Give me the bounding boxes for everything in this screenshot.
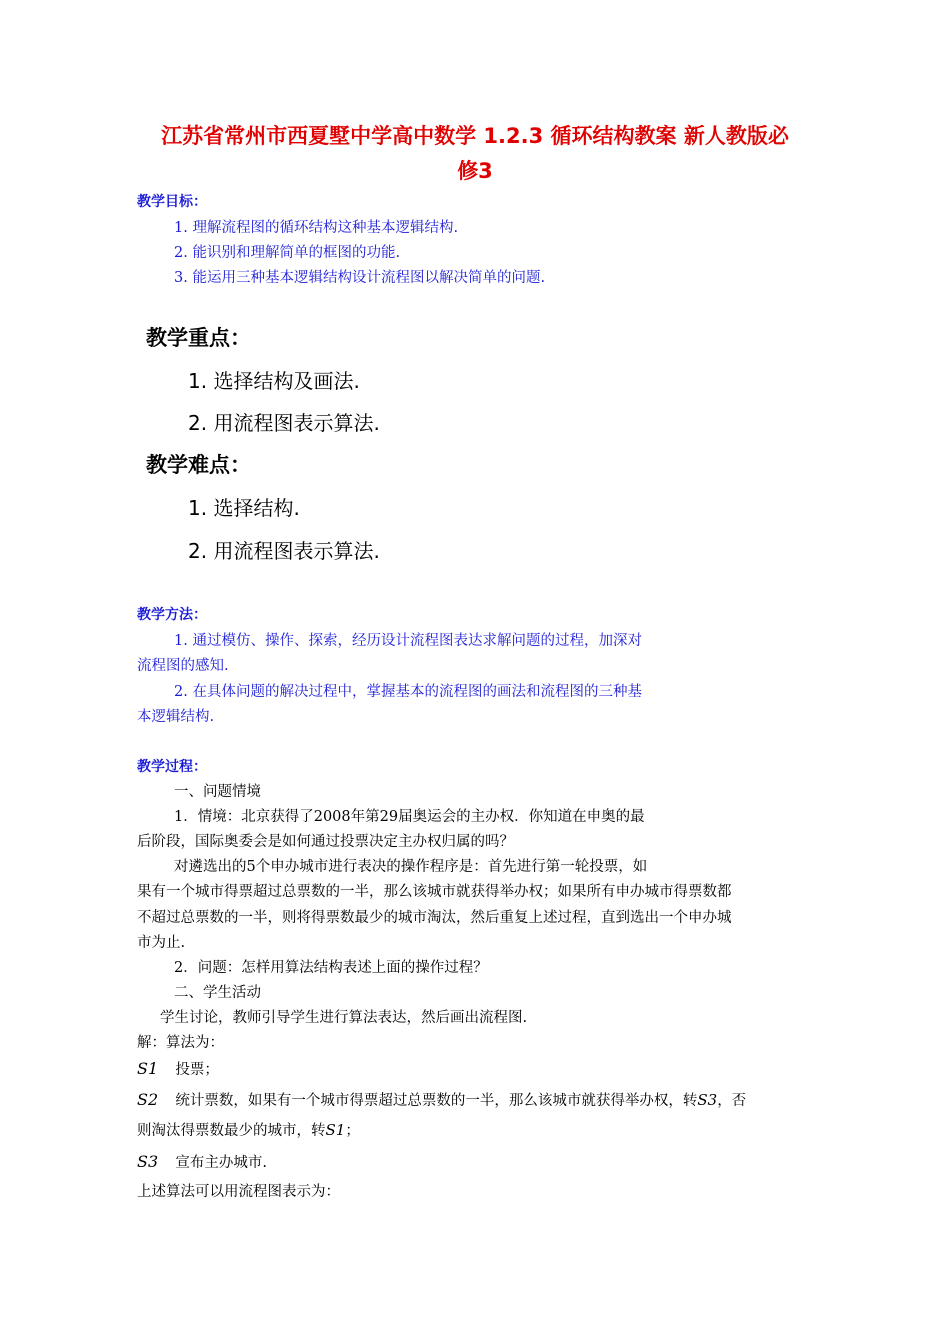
paragraph-line: 不超过总票数的一半，则将得票数最少的城市淘汰，然后重复上述过程，直到选出一个申办城 bbox=[137, 910, 732, 926]
difficulty-item: 2. 用流程图表示算法. bbox=[188, 539, 380, 563]
objective-item: 3. 能运用三种基本逻辑结构设计流程图以解决简单的问题. bbox=[174, 270, 546, 286]
method-line: 1. 通过模仿、操作、探索，经历设计流程图表达求解问题的过程，加深对 bbox=[174, 633, 642, 649]
step-text: 宣布主办城市. bbox=[175, 1155, 267, 1171]
method-line: 流程图的感知. bbox=[137, 658, 229, 674]
algorithm-step-2-cont bbox=[137, 1119, 360, 1140]
step-label: S1 bbox=[137, 1059, 159, 1078]
paragraph-line: 1．情境：北京获得了2008年第29届奥运会的主办权．你知道在申奥的最 bbox=[174, 809, 645, 825]
algorithm-step-2 bbox=[137, 1089, 746, 1110]
paragraph-line: 市为止. bbox=[137, 935, 186, 951]
key-point-item: 2. 用流程图表示算法. bbox=[188, 411, 380, 435]
objective-item: 1. 理解流程图的循环结构这种基本逻辑结构. bbox=[174, 220, 459, 236]
paragraph-line: 学生讨论，教师引导学生进行算法表达，然后画出流程图. bbox=[160, 1010, 528, 1026]
document-title-line1: 江苏省常州市西夏墅中学高中数学 1.2.3 循环结构教案 新人教版必 bbox=[161, 124, 789, 148]
step-text: 投票； bbox=[175, 1062, 219, 1078]
key-points-heading: 教学重点： bbox=[146, 326, 251, 350]
paragraph-line: 后阶段，国际奥委会是如何通过投票决定主办权归属的吗？ bbox=[137, 834, 514, 850]
step-ref: S3 bbox=[697, 1091, 718, 1109]
step-text: 则淘汰得票数最少的城市，转 bbox=[137, 1123, 326, 1139]
step-text: ，否 bbox=[717, 1093, 747, 1109]
difficulties-heading: 教学难点： bbox=[146, 453, 251, 477]
process-heading: 教学过程： bbox=[137, 759, 207, 775]
key-point-item: 1. 选择结构及画法. bbox=[188, 369, 360, 393]
difficulty-item: 1. 选择结构. bbox=[188, 496, 300, 520]
document-title-line2: 修3 bbox=[457, 159, 493, 183]
step-text: ； bbox=[345, 1123, 360, 1139]
methods-heading: 教学方法： bbox=[137, 607, 207, 623]
section-heading: 一、问题情境 bbox=[174, 784, 261, 800]
algorithm-step-1 bbox=[137, 1058, 219, 1079]
step-label: S3 bbox=[137, 1152, 159, 1171]
step-ref: S1 bbox=[325, 1121, 346, 1139]
step-text: 统计票数，如果有一个城市得票超过总票数的一半，那么该城市就获得举办权，转 bbox=[175, 1093, 698, 1109]
solution-line: 解：算法为： bbox=[137, 1035, 224, 1051]
method-line: 本逻辑结构. bbox=[137, 709, 215, 725]
algorithm-step-3 bbox=[137, 1151, 267, 1172]
step-label: S2 bbox=[137, 1090, 159, 1109]
method-line: 2. 在具体问题的解决过程中，掌握基本的流程图的画法和流程图的三种基 bbox=[174, 684, 642, 700]
paragraph-line: 果有一个城市得票超过总票数的一半，那么该城市就获得举办权；如果所有申办城市得票数都 bbox=[137, 884, 732, 900]
section-heading: 二、学生活动 bbox=[174, 985, 261, 1001]
objectives-heading: 教学目标： bbox=[137, 194, 207, 210]
paragraph-line: 对遴选出的5个申办城市进行表决的操作程序是：首先进行第一轮投票，如 bbox=[174, 859, 648, 875]
objective-item: 2. 能识别和理解简单的框图的功能. bbox=[174, 245, 401, 261]
closing-line: 上述算法可以用流程图表示为： bbox=[137, 1184, 340, 1200]
paragraph-line: 2．问题：怎样用算法结构表述上面的操作过程？ bbox=[174, 960, 488, 976]
